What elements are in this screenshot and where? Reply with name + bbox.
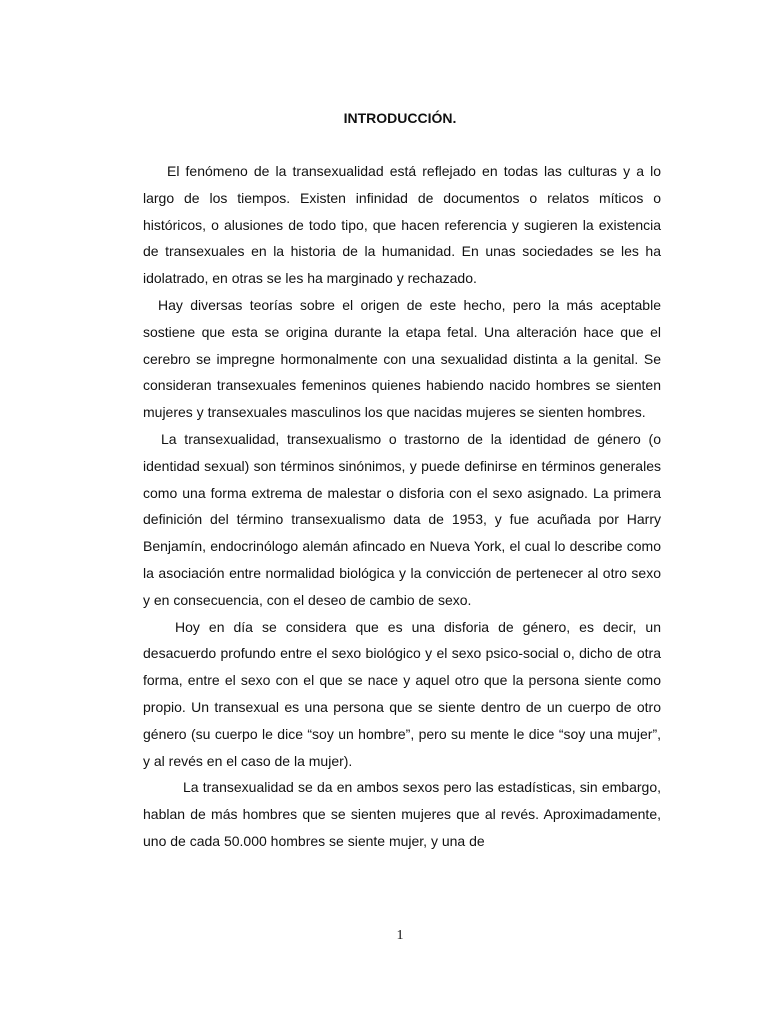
paragraph-3: La transexualidad, transexualismo o trastorno de la identidad de género (o identidad sexual) son términos sinónimos, y puede definirse en términos generales como una forma extrema de malestar o disforia con el sexo asignado. La primera definición del término transexualismo data de 1953, y fue acuñada por Harry Benjamín, endocrinólogo alemán afincado en Nueva York, el cual lo describe como la asociación entre normalidad biológica y la convicción de pertenecer al otro sexo y en consecuencia, con el deseo de cambio de sexo. [143,430,661,608]
document-title: INTRODUCCIÓN. [343,110,457,126]
paragraph-1: El fenómeno de la transexualidad está reflejado en todas las culturas y a lo largo de los tiempos. Existen infinidad de documentos o relatos míticos o históricos, o alusiones de todo tipo, que hacen referencia y sugieren la existencia de transexuales en la historia de la humanidad. En unas sociedades se les ha idolatrado, en otras se les ha marginado y rechazado. [143,163,661,287]
paragraph-5: La transexualidad se da en ambos sexos pero las estadísticas, sin embargo, hablan de más hombres que se sienten mujeres que al revés. Aproximadamente, uno de cada 50.000 hombres se siente mujer, y una de [143,779,661,849]
paragraph-2: Hay diversas teorías sobre el origen de este hecho, pero la más aceptable sostiene que esta se origina durante la etapa fetal. Una alteración hace que el cerebro se impregne hormonalmente con una sexualidad distinta a la genital. Se consideran transexuales femeninos quienes habiendo nacido hombres se sienten mujeres y transexuales masculinos los que nacidas mujeres se sienten hombres. [143,296,661,421]
page-number: 1 [396,928,404,943]
paragraph-4: Hoy en día se considera que es una disforia de género, es decir, un desacuerdo profundo entre el sexo biológico y el sexo psico-social o, dicho de otra forma, entre el sexo con el que se nace y aquel otro que la persona siente como propio. Un transexual es una persona que se siente dentro de un cuerpo de otro género (su cuerpo le dice “soy un hombre”, pero su mente le dice “soy una mujer”, y al revés en el caso de la mujer). [143,618,661,769]
document-body [143,158,661,855]
